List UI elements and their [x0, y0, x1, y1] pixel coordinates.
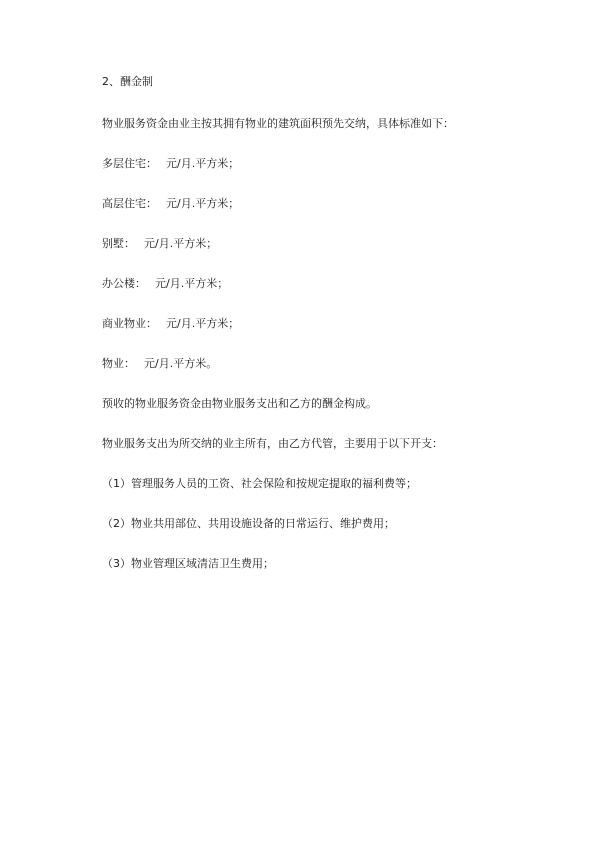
expense-item-3: （3）物业管理区域清洁卫生费用；: [102, 557, 274, 570]
rate-label: 办公楼：: [102, 277, 146, 290]
rate-value: 元/月.平方米；: [144, 237, 218, 250]
expense-item-1: （1）管理服务人员的工资、社会保险和按规定提取的福利费等；: [102, 477, 417, 490]
rate-label: 别墅：: [102, 237, 135, 250]
rate-value: 元/月.平方米；: [166, 157, 240, 170]
rate-value: 元/月.平方米；: [166, 197, 240, 210]
rate-line-multistory: [102, 157, 239, 171]
rate-label: 多层住宅：: [102, 157, 157, 170]
rate-line-highrise: [102, 197, 239, 211]
rate-value: 元/月.平方米；: [166, 317, 240, 330]
rate-line-commercial: [102, 317, 239, 331]
rate-line-villa: [102, 237, 217, 251]
rate-line-property: [102, 357, 217, 371]
expense-item-2: （2）物业共用部位、共用设施设备的日常运行、维护费用；: [102, 517, 395, 530]
section-heading: 2、酬金制: [102, 75, 153, 88]
composition-paragraph: 预收的物业服务资金由物业服务支出和乙方的酬金构成。: [102, 397, 377, 410]
rate-line-office: [102, 277, 228, 291]
rate-value: 元/月.平方米；: [155, 277, 229, 290]
rate-value: 元/月.平方米。: [144, 357, 218, 370]
expense-intro-paragraph: 物业服务支出为所交纳的业主所有，由乙方代管，主要用于以下开支：: [102, 437, 443, 450]
rate-label: 高层住宅：: [102, 197, 157, 210]
rate-label: 商业物业：: [102, 317, 157, 330]
rate-label: 物业：: [102, 357, 135, 370]
intro-paragraph: 物业服务资金由业主按其拥有物业的建筑面积预先交纳，具体标准如下：: [102, 117, 454, 130]
